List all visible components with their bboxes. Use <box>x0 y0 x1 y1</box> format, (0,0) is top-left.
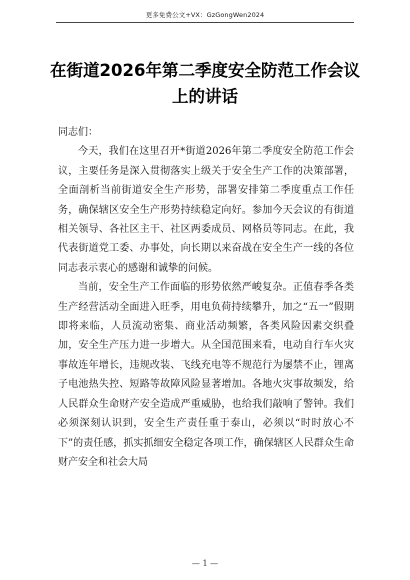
body-paragraph: 今天，我们在这里召开*街道2026年第二季度安全防范工作会议，主要任务是深入贯彻落实上级关于安全生产工作的决策部署，全面剖析当前街道安全生产形势，部署安排第二季度重点工作任务，确保辖区安全生产形势持续稳定向好。参加今天会议的有街道相关领导、各社区主干、社区两委成员、网格员等同志。在此，我代表街道党工委、办事处，向长期以来奋战在安全生产一线的各位同志表示衷心的感谢和诚挚的问候。 <box>58 146 354 274</box>
salutation: 同志们： <box>58 127 98 138</box>
document-title: 在街道2026年第二季度安全防范工作会议上的讲话 <box>50 61 360 106</box>
page-number: — 1 — <box>191 559 219 568</box>
body-paragraph: 当前，安全生产工作面临的形势依然严峻复杂。正值春季各类生产经营活动全面进入旺季，用电负荷持续攀升，加之“五一”假期即将来临，人员流动密集、商业活动频繁，各类风险因素交织叠加，安全生产压力进一步增大。从全国范围来看，电动自行车火灾事故连年增长，违规改装、飞线充电等不规范行为屡禁不止，锂离子电池热失控、短路等故障风险显著增加。各地火灾事故频发，给人民群众生命财产安全造成严重威胁，也给我们敲响了警钟。我们必须深刻认识到，安全生产责任重于泰山，必须以“时时放心不下”的责任感，抓实抓细安全稳定各项工作，确保辖区人民群众生命财产安全和社会大局 <box>58 282 354 468</box>
header-divider <box>56 22 354 23</box>
document-body <box>58 123 354 472</box>
header-note: 更多免费公文+VX：GzGongWen2024 <box>145 11 265 19</box>
